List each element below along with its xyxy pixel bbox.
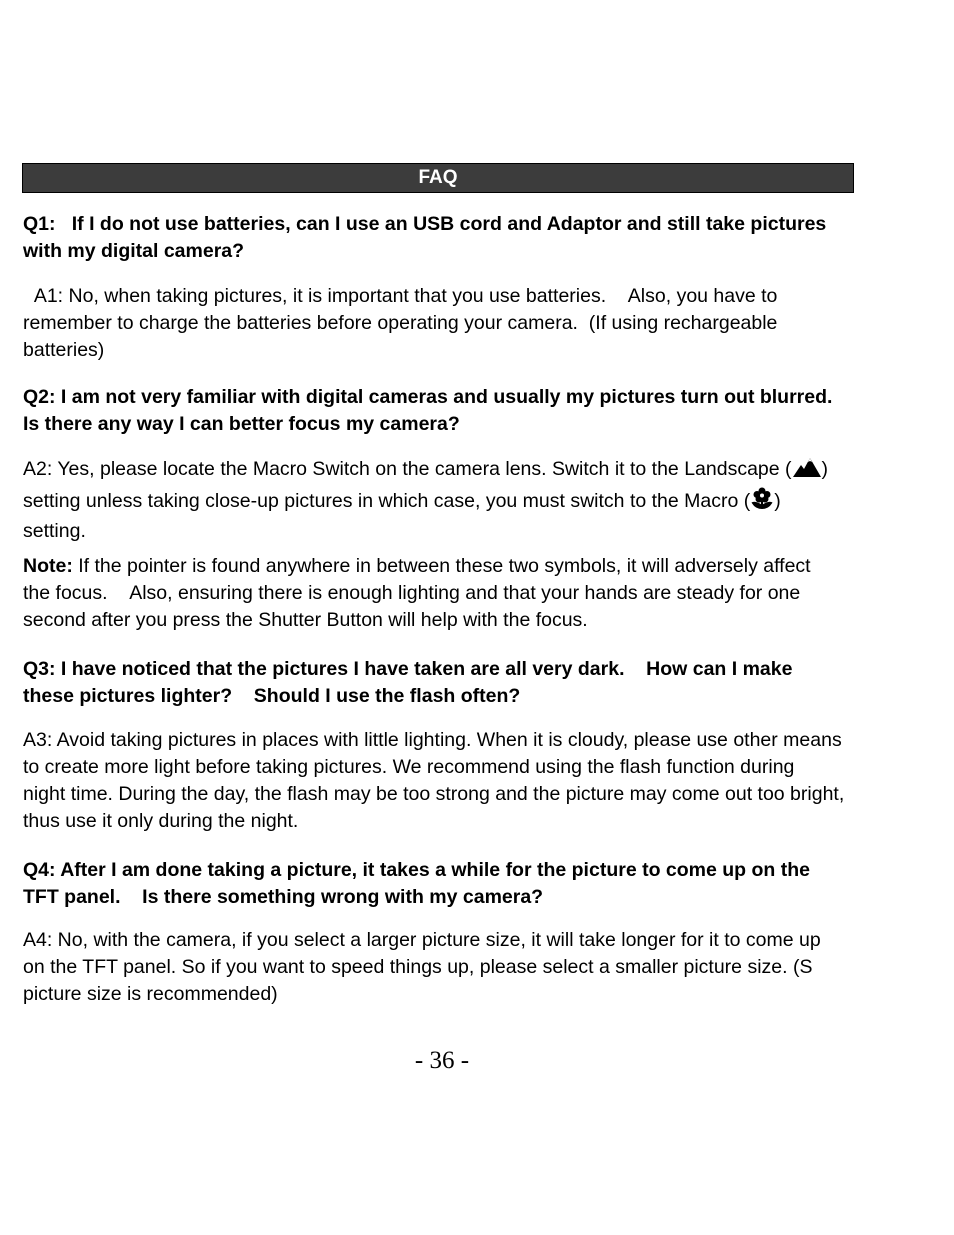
note-line: second after you press the Shutter Button will help with the focus. <box>23 609 588 631</box>
answer-1-line: batteries) <box>23 339 105 361</box>
faq-title: FAQ <box>418 167 458 188</box>
answer-2-line <box>23 456 828 486</box>
answer-2-line <box>23 486 828 518</box>
answer-2-text: A2: Yes, please locate the Macro Switch on the camera lens. Switch it to the Landscape ( <box>23 458 792 480</box>
answer-3-line: night time. During the day, the flash may be too strong and the picture may come out too bright, <box>23 783 845 805</box>
question-2-line: Q2: I am not very familiar with digital cameras and usually my pictures turn out blurred. <box>23 386 833 408</box>
question-1-line: with my digital camera? <box>23 240 245 262</box>
note-line <box>23 553 811 580</box>
answer-2-text: ) <box>774 490 781 512</box>
answer-1-line: remember to charge the batteries before operating your camera. (If using rechargeable <box>23 312 778 334</box>
answer-3-line: thus use it only during the night. <box>23 810 299 832</box>
note-text: If the pointer is found anywhere in between these two symbols, it will adversely affect <box>72 555 811 577</box>
answer-3 <box>23 727 844 835</box>
answer-4 <box>23 927 821 1008</box>
page-number: - 36 - <box>414 1047 470 1074</box>
answer-4-line: picture size is recommended) <box>23 983 278 1005</box>
question-1-line: Q1: If I do not use batteries, can I use an USB cord and Adaptor and still take pictures <box>23 213 827 235</box>
note <box>23 553 811 634</box>
mountain-icon <box>792 456 822 486</box>
answer-2-text: ) <box>821 458 829 480</box>
answer-4-line: A4: No, with the camera, if you select a larger picture size, it will take longer for it to come up <box>23 929 821 951</box>
faq-header-bar <box>22 163 854 193</box>
question-3 <box>23 656 792 710</box>
answer-2-text: setting unless taking close-up pictures in which case, you must switch to the Macro ( <box>23 490 751 512</box>
answer-1 <box>23 283 777 364</box>
question-3-line: Q3: I have noticed that the pictures I have taken are all very dark. How can I make <box>23 658 793 680</box>
flower-icon <box>750 486 774 518</box>
question-4-line: Q4: After I am done taking a picture, it takes a while for the picture to come up on the <box>23 859 810 881</box>
question-3-line: these pictures lighter? Should I use the flash often? <box>23 685 521 707</box>
question-4 <box>23 857 810 911</box>
answer-3-line: to create more light before taking pictures. We recommend using the flash function during <box>23 756 795 778</box>
answer-2-line: setting. <box>23 520 86 542</box>
note-label: Note: <box>23 555 73 577</box>
question-1 <box>23 211 826 265</box>
question-4-line: TFT panel. Is there something wrong with my camera? <box>23 886 544 908</box>
answer-1-line: A1: No, when taking pictures, it is important that you use batteries. Also, you have to <box>23 285 778 307</box>
question-2 <box>23 384 832 438</box>
question-2-line: Is there any way I can better focus my camera? <box>23 413 460 435</box>
answer-4-line: on the TFT panel. So if you want to speed things up, please select a smaller picture size. (S <box>23 956 813 978</box>
answer-3-line: A3: Avoid taking pictures in places with little lighting. When it is cloudy, please use other means <box>23 729 842 751</box>
note-line: the focus. Also, ensuring there is enough lighting and that your hands are steady for one <box>23 582 801 604</box>
answer-2 <box>23 456 828 545</box>
